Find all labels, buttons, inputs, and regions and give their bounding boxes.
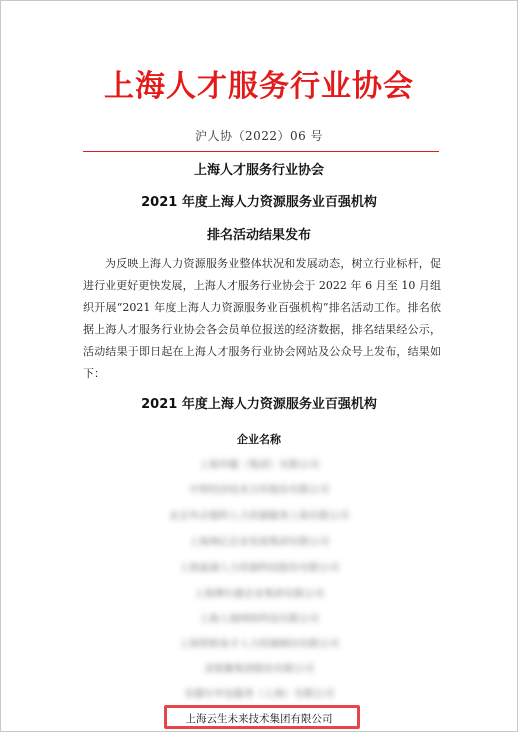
list-title: 2021 年度上海人力资源服务业百强机构 — [141, 397, 377, 412]
company-item: 中智经济技术合作股份有限公司 — [189, 485, 329, 496]
company-item-highlighted: 上海云生未来技术集团有限公司 — [185, 713, 333, 725]
company-item: 上海飒后企业发展集团有限公司 — [189, 537, 329, 548]
heading-organization: 上海人才服务行业协会 — [193, 163, 324, 178]
company-item: 上海博尔捷企业集团有限公司 — [194, 589, 324, 600]
company-item: 金银聚集团股份有限公司 — [204, 664, 314, 675]
company-item: 上海夏涵人力资源科技股份有限公司 — [179, 563, 339, 574]
highlight-box — [164, 705, 360, 729]
heading-announcement: 排名活动结果发布 — [206, 228, 311, 243]
company-item: 北京外企德科人力资源服务上海有限公司 — [169, 511, 349, 522]
red-divider — [83, 151, 439, 152]
organization-title: 上海人才服务行业协会 — [104, 69, 414, 104]
company-item: 安捷尔外包服务（上海）有限公司 — [184, 689, 334, 700]
column-header: 企业名称 — [237, 433, 281, 446]
company-item: 上海智联易才人力资源顾问有限公司 — [179, 639, 339, 650]
company-item: 上海外服（集团）有限公司 — [199, 460, 319, 471]
body-paragraph: 为反映上海人力资源服务业整体状况和发展动态，树立行业标杆，促进行业更好更快发展，上海人才服务行业协会于 2022 年 6 月至 10 月组织开展“2021 年度上海人力资源服务业百强机构”排名活动工作。排名依据上海人才服务行业协会各会员单位报送的经济数据，排名结果经公示，活动结果于即日起在上海人才服务行业协会网站及公众号上发布，结果如下： — [83, 257, 441, 380]
heading-event: 2021 年度上海人力资源服务业百强机构 — [141, 195, 377, 210]
document-number: 沪人协（2022）06 号 — [194, 129, 324, 143]
company-item: 上海人瑞网络科技有限公司 — [199, 614, 319, 625]
